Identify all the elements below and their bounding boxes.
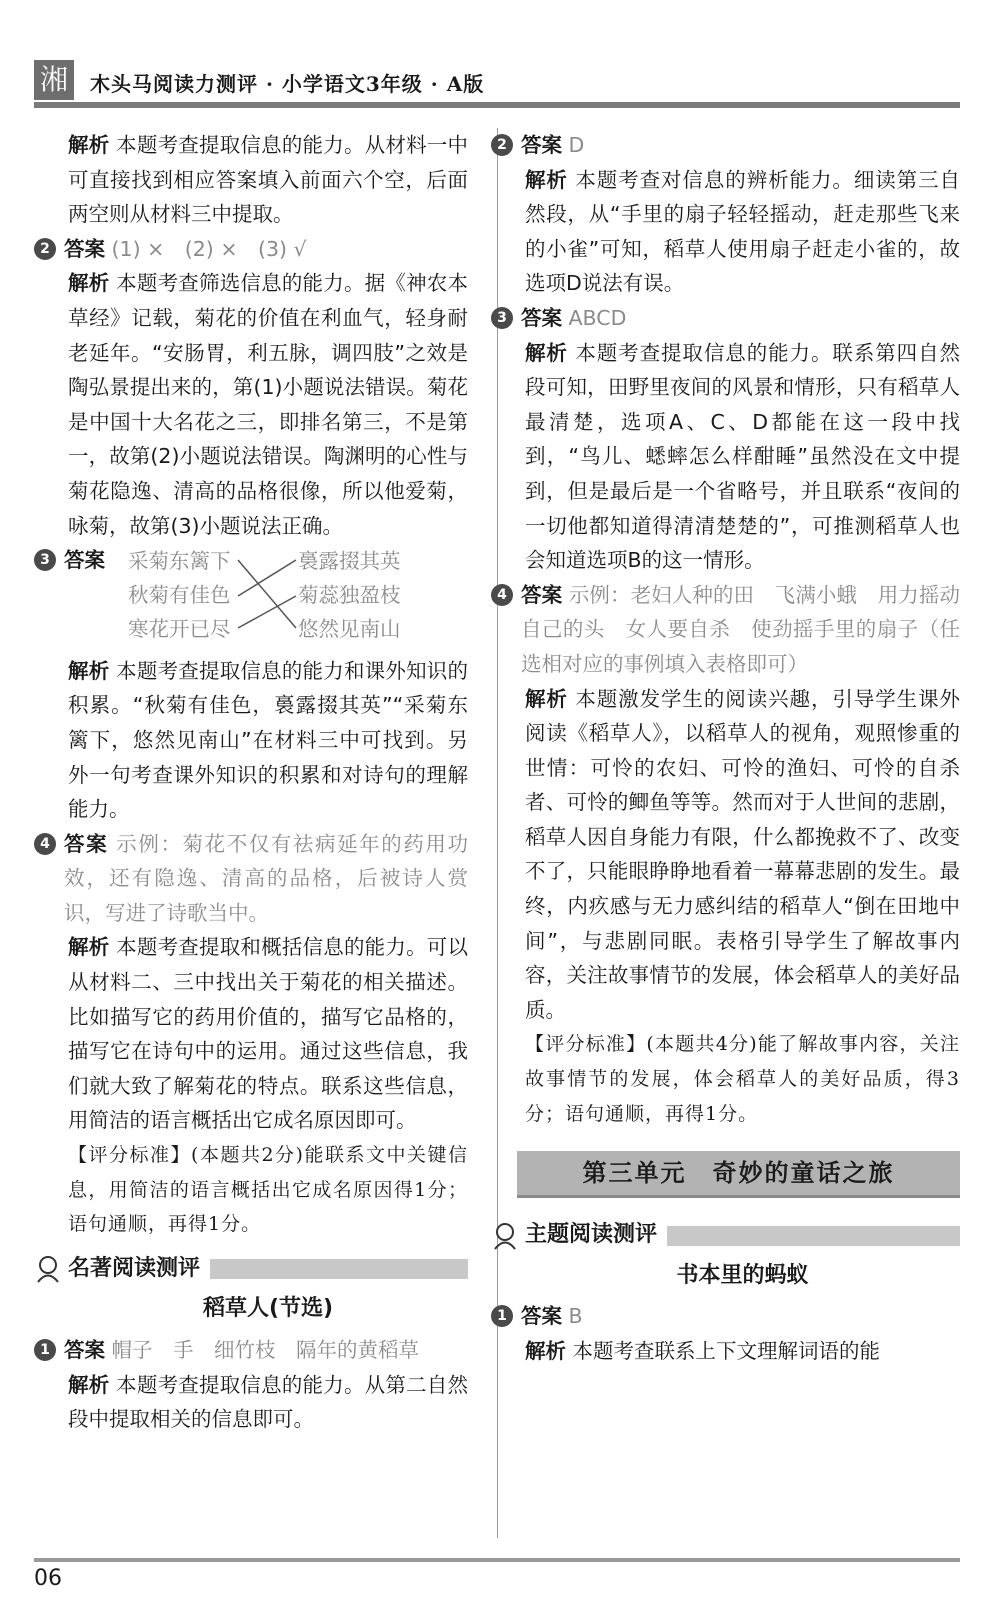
section-heading <box>491 1218 960 1253</box>
r-q1-analysis: 解析 本题考查联系上下文理解词语的能 <box>525 1339 881 1363</box>
q3-number-icon: 3 <box>34 549 56 571</box>
q4-answer-row: 4 答案 示例：菊花不仅有祛病延年的药用功效，还有隐逸、清高的品格，后被诗人赏识，写进了诗歌当中。 <box>68 827 468 931</box>
section-title: 名著阅读测评 <box>68 1255 201 1281</box>
r-q4-number-icon: 4 <box>491 584 513 606</box>
r-q2-answer: D <box>568 133 585 157</box>
q1b-analysis: 解析 本题考查提取信息的能力。从第二自然段中提取相关的信息即可。 <box>68 1372 468 1432</box>
q1b-answer: 帽子 手 细竹枝 隔年的黄稻草 <box>111 1338 420 1362</box>
r-q2-answer-row: 2 答案 D <box>525 128 960 163</box>
poem-left-line: 采菊东篱下 <box>128 548 231 573</box>
q4-number-icon: 4 <box>34 833 56 855</box>
reading-title: 书本里的蚂蚁 <box>676 1262 809 1288</box>
q4-analysis: 解析 本题考查提取和概括信息的能力。可以从材料二、三中找出关于菊花的相关描述。比如描写它的药用价值的，描写它品格的，描写它在诗句中的运用。通过这些信息，我们就大致了解菊花的特点。联系这些信息，用简洁的语言概括出它成名原因即可。 <box>68 935 468 1133</box>
unit-banner: 第三单元 奇妙的童话之旅 <box>517 1151 960 1198</box>
r-q2-analysis: 解析 本题考查对信息的辨析能力。细读第三自然段，从“手里的扇子轻轻摇动，赶走那些飞来的小雀”可知，稻草人使用扇子赶走小雀的，故选项D说法有误。 <box>525 167 961 296</box>
section-heading <box>34 1252 468 1287</box>
r-q3-analysis: 解析 本题考查提取信息的能力。联系第四自然段可知，田野里夜间的风景和情形，只有稻草人最清楚，选项A、C、D都能在这一段中找到，“鸟儿、蟋蟀怎么样酣睡”虽然没在文中提到，但是最后是一个省略号，并且联系“夜间的一切他都知道得清清楚楚的”，可推测稻草人也会知道选项B的这一情形。 <box>525 340 961 573</box>
page-header <box>34 60 960 106</box>
matching-lines-icon <box>236 552 298 634</box>
poem-matching <box>128 544 468 654</box>
q1-analysis: 解析 本题考查提取信息的能力。从材料一中可直接找到相应答案填入前面六个空，后面两空则从材料三中提取。 <box>68 133 468 227</box>
r-q3-number-icon: 3 <box>491 307 513 329</box>
poem-right-line: 菊蕊独盈枝 <box>298 582 401 607</box>
poem-right-line: 悠然见南山 <box>298 616 401 641</box>
poem-left-line: 寒花开已尽 <box>128 616 231 641</box>
q1b-number-icon: 1 <box>34 1339 56 1361</box>
q2-analysis: 解析 本题考查筛选信息的能力。据《神农本草经》记载，菊花的价值在利血气，轻身耐老延年。“安肠胃，利五脉，调四肢”之效是陶弘景提出来的，第(1)小题说法错误。菊花是中国十大名花之三，即排名第三，不是第一，故第(2)小题说法错误。陶渊明的心性与菊花隐逸、清高的品格很像，所以他爱菊，咏菊，故第(3)小题说法正确。 <box>68 271 468 538</box>
poem-right-line: 裛露掇其英 <box>298 548 401 573</box>
q1b-answer-row: 1 答案 帽子 手 细竹枝 隔年的黄稻草 <box>68 1333 468 1368</box>
q2-answer: (1) × (2) × (3) √ <box>111 236 307 261</box>
r-q2-number-icon: 2 <box>491 134 513 156</box>
reader-avatar-icon <box>491 1222 519 1250</box>
q3-analysis: 解析 本题考查提取信息的能力和课外知识的积累。“秋菊有佳色，裛露掇其英”“采菊东篱下，悠然见南山”在材料三中可找到。另外一句考查课外知识的积累和对诗句的理解能力。 <box>68 658 468 822</box>
right-column <box>497 128 961 1369</box>
r-q4-scoring-standard: 【评分标准】(本题共4分)能了解故事内容，关注故事情节的发展，体会稻草人的美好品质，得3分；语句通顺，再得1分。 <box>525 1033 960 1125</box>
poem-left-line: 秋菊有佳色 <box>128 582 231 607</box>
reader-avatar-icon <box>34 1255 62 1283</box>
region-badge: 湘 <box>34 60 74 100</box>
q3-answer-row: 3 答案 <box>68 543 468 578</box>
r-q3-answer-row: 3 答案 ABCD <box>525 301 960 336</box>
r-q1-answer-row: 1 答案 B <box>525 1299 960 1334</box>
r-q1-number-icon: 1 <box>491 1305 513 1327</box>
q2-answer-row: 2 答案 (1) × (2) × (3) √ <box>68 232 468 267</box>
r-q4-answer: 示例：老妇人种的田 飞满小蛾 用力摇动自己的头 女人要自杀 使劲摇手里的扇子（任选相对应的事例填入表格即可） <box>521 582 960 676</box>
section-bar <box>210 1259 468 1279</box>
r-q4-answer-row: 4 答案 示例：老妇人种的田 飞满小蛾 用力摇动自己的头 女人要自杀 使劲摇手里的扇子（任选相对应的事例填入表格即可） <box>525 578 960 682</box>
r-q4-analysis: 解析 本题激发学生的阅读兴趣，引导学生课外阅读《稻草人》，以稻草人的视角，观照惨重的世情：可怜的农妇、可怜的渔妇、可怜的自杀者、可怜的鲫鱼等等。然而对于人世间的悲剧，稻草人因自身能力有限，什么都挽救不了、改变不了，只能眼睁睁地看着一幕幕悲剧的发生。最终，内疚感与无力感纠结的稻草人“倒在田地中间”，与悲剧同眠。表格引导学生了解故事内容，关注故事情节的发展，体会稻草人的美好品质。 <box>525 686 961 1022</box>
r-q1-answer: B <box>568 1304 583 1329</box>
reading-title: 稻草人(节选) <box>202 1296 334 1322</box>
section-title: 主题阅读测评 <box>525 1222 658 1248</box>
q4-answer: 示例：菊花不仅有祛病延年的药用功效，还有隐逸、清高的品格，后被诗人赏识，写进了诗歌当中。 <box>64 831 469 925</box>
header-rule <box>34 102 960 108</box>
q2-number-icon: 2 <box>34 238 56 260</box>
q4-scoring-standard: 【评分标准】(本题共2分)能联系文中关键信息，用简洁的语言概括出它成名原因得1分；语句通顺，再得1分。 <box>68 1144 468 1236</box>
section-bar <box>667 1226 960 1246</box>
page-number: 06 <box>34 1566 62 1591</box>
book-title: 木头马阅读力测评 · 小学语文3年级 · A版 <box>90 72 485 96</box>
r-q3-answer: ABCD <box>568 305 627 330</box>
left-column <box>40 128 469 1437</box>
footer-rule <box>34 1558 960 1562</box>
